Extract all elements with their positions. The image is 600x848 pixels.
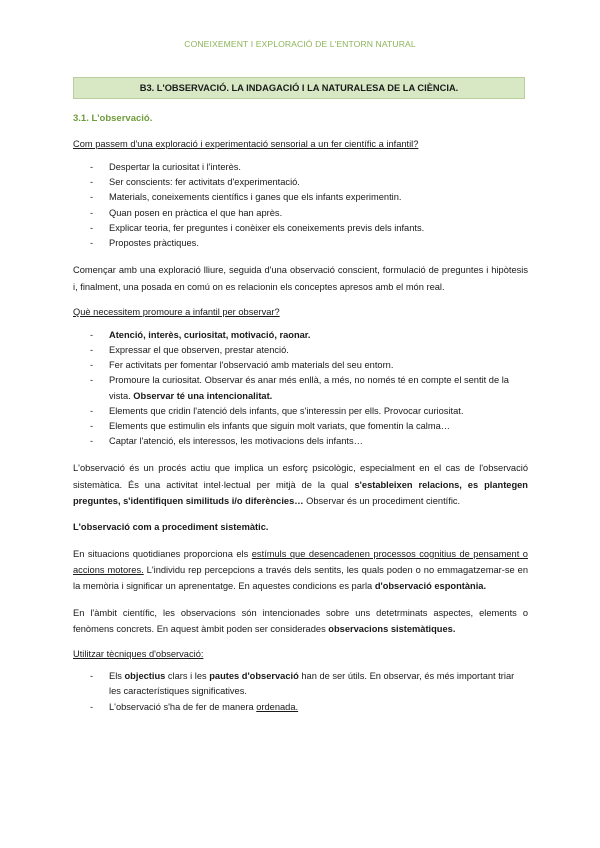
list-item: - Despertar la curiositat i l'interès. (73, 160, 528, 175)
text-run: clars i les (165, 671, 210, 682)
section-title: 3.1. L'observació. (73, 113, 153, 124)
list-item: - Explicar teoria, fer preguntes i conèixer els coneixements previs dels infants. (73, 221, 528, 236)
bold-text: d'observació espontània. (374, 581, 487, 592)
list-item (73, 669, 528, 699)
question-heading-3: Utilitzar tècniques d'observació: (73, 649, 204, 660)
bold-text: Atenció, interès, curiositat, motivació, raonar. (109, 329, 311, 340)
paragraph-3 (73, 546, 528, 595)
bold-text: L'observació com a procediment sistemàtic. (73, 522, 269, 533)
subheading-sistematic (73, 519, 528, 535)
text-run: Els (109, 671, 125, 682)
list-item (73, 373, 528, 403)
chapter-title-box (73, 77, 525, 99)
bullet-list-2 (73, 328, 528, 450)
running-header: CONEIXEMENT I EXPLORACIÓ DE L'ENTORN NATURAL (184, 39, 416, 49)
list-item (73, 700, 528, 715)
list-item: - Materials, coneixements científics i ganes que els infants experimentin. (73, 190, 528, 205)
list-item: - Elements que estimulin els infants que siguin molt variats, que fomentin la calma… (73, 419, 528, 434)
list-item: - Fer activitats per fomentar l'observació amb materials del seu entorn. (73, 358, 528, 373)
bold-text: observacions sistemàtiques. (328, 623, 456, 634)
paragraph-4 (73, 605, 528, 638)
bold-text: pautes d'observació (209, 671, 299, 682)
text-run: L'individu rep percepcions a través dels sentits, les quals poden o no emmagatzemar-se en la memòria i significar un aprenentatge. En aquestes condicions es parla (73, 564, 528, 592)
underlined-text: estímuls que desencadenen processos cognitius de pensament o accions motores. (73, 548, 528, 575)
bullet-list-3 (73, 669, 528, 715)
text-run: En situacions quotidianes proporciona els (73, 548, 252, 559)
bullet-list-1 (73, 160, 528, 251)
list-item: - Quan posen en pràctica el que han après. (73, 206, 528, 221)
bold-text: Observar té una intencionalitat. (133, 390, 273, 401)
list-item (73, 328, 528, 343)
bold-text: objectius (124, 671, 166, 682)
paragraph-2 (73, 460, 528, 509)
text-run: En l'àmbit científic, les observacions són intencionades sobre uns detetrminats aspectes, elements o fenòmens concrets. En aquest àmbit poden ser considerades (73, 607, 528, 634)
bold-text: s'estableixen relacions, es plantegen preguntes, s'identifiquen similituds i/o diferències… (73, 479, 528, 507)
text-run: Observar és un procediment científic. (303, 496, 461, 507)
text-run: han de ser útils. En observar, és més important triar les característiques significatives. (109, 671, 515, 697)
chapter-title: B3. L'OBSERVACIÓ. LA INDAGACIÓ I LA NATURALESA DE LA CIÈNCIA. (139, 83, 459, 93)
question-heading-1: Com passem d'una exploració i experimentació sensorial a un fer científic a infantil? (73, 139, 419, 149)
list-item: - Ser conscients: fer activitats d'experimentació. (73, 175, 528, 190)
list-item: - Propostes pràctiques. (73, 236, 528, 251)
paragraph-1: Començar amb una exploració lliure, seguida d'una observació conscient, formulació de preguntes i hipòtesis i, finalment, una posada en comú on es relacionin els conceptes apresos amb el món real. (73, 265, 528, 292)
underlined-text: ordenada. (256, 701, 299, 712)
text-run: L'observació s'ha de fer de manera (109, 701, 257, 712)
list-item: - Captar l'atenció, els interessos, les motivacions dels infants… (73, 434, 528, 449)
list-item: - Elements que cridin l'atenció dels infants, que s'interessin per ells. Provocar curiositat. (73, 404, 528, 419)
question-heading-2: Què necessitem promoure a infantil per observar? (73, 306, 280, 317)
document-body (73, 137, 528, 726)
list-item: - Expressar el que observen, prestar atenció. (73, 343, 528, 358)
list-text: Promoure la curiositat. Observar és anar més enllà, a més, no només té en compte el sentit de la vista. (109, 375, 509, 401)
text-run: L'observació és un procés actiu que implica un esforç psicològic, especialment en el cas de l'observació sistemàtica. És una activitat intel·lectual per mitjà de la qual (73, 463, 528, 490)
